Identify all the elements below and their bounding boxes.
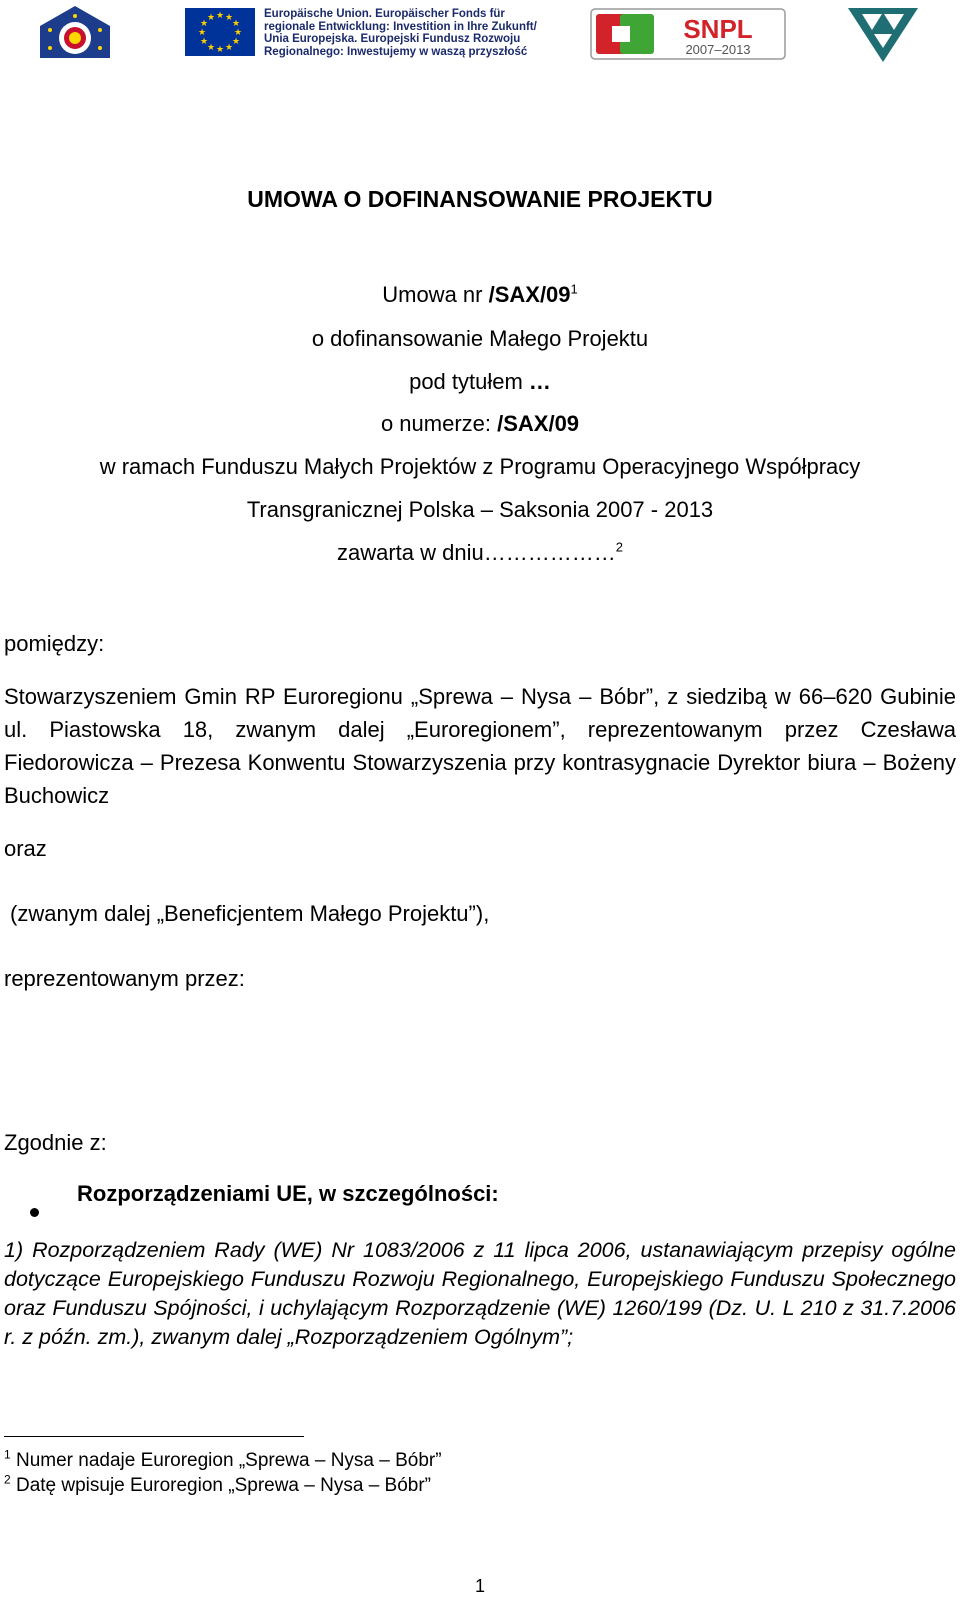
subtitle-line: o dofinansowanie Małego Projektu xyxy=(311,326,649,351)
footnote-2 xyxy=(4,1472,431,1497)
project-number-value: /SAX/09 xyxy=(497,411,580,436)
snpl-text: SNPL xyxy=(683,14,753,44)
regulation-paragraph: 1) Rozporządzeniem Rady (WE) Nr 1083/2006 z 11 lipca 2006, ustanawiającym przepisy ogólne dotyczące Europejskiego Funduszu Rozwoju Regionalnego, Europejskiego Funduszu Społecznego oraz Funduszu Spójności, i uchylającym Rozporządzenie (WE) 1260/199 (Dz. U. L 210 z 31.7.2006 r. z późn. zm.), zwanym dalej „Rozporządzeniem Ogólnym”; xyxy=(4,1238,956,1349)
svg-text:★: ★ xyxy=(197,28,207,38)
snpl-logo xyxy=(590,8,786,60)
svg-text:★: ★ xyxy=(215,45,225,55)
according-to-label: Zgodnie z: xyxy=(4,1130,107,1155)
svg-text:★: ★ xyxy=(224,13,234,23)
bullet-icon xyxy=(30,1208,39,1217)
between-label: pomiędzy: xyxy=(4,631,105,656)
contract-number-value: /SAX/09 xyxy=(488,282,571,307)
eu-text-line: Unia Europejska. Europejski Fundusz Rozwoju xyxy=(264,33,521,45)
document-title: UMOWA O DOFINANSOWANIE PROJEKTU xyxy=(247,186,713,212)
svg-text:★: ★ xyxy=(215,11,225,21)
euroregion-logo xyxy=(36,4,114,60)
contract-number-prefix: Umowa nr xyxy=(382,282,489,307)
project-number-line xyxy=(0,411,960,437)
program-line: w ramach Funduszu Małych Projektów z Programu Operacyjnego Współpracy xyxy=(99,454,861,479)
project-title-value: … xyxy=(528,369,551,394)
arrow-logo-icon xyxy=(848,6,918,64)
svg-text:★: ★ xyxy=(231,19,241,29)
project-title-line xyxy=(0,369,960,395)
footnote-mark: 2 xyxy=(4,1472,11,1487)
eu-fund-text xyxy=(264,8,564,58)
footnote-ref-1: 1 xyxy=(570,281,578,297)
footnote-text: Numer nadaje Euroregion „Sprewa – Nysa – Bóbr” xyxy=(15,1450,442,1471)
date-line xyxy=(0,540,960,566)
footnote-text: Datę wpisuje Euroregion „Sprewa – Nysa – Bóbr” xyxy=(15,1475,431,1496)
footnote-ref-2: 2 xyxy=(615,539,623,555)
contract-number xyxy=(0,282,960,308)
project-number-prefix: o numerze: xyxy=(380,411,498,436)
eu-text-line: Regionalnego: Inwestujemy w waszą przyszłość xyxy=(264,45,528,58)
footnote-1 xyxy=(4,1447,442,1472)
svg-text:★: ★ xyxy=(199,19,209,29)
represented-by-label: reprezentowanym przez: xyxy=(4,966,245,991)
date-text: zawarta w dniu……………… xyxy=(337,540,616,565)
eu-text-line: regionale Entwicklung: Investition in Ihre Zukunft/ xyxy=(264,20,537,33)
party-one-paragraph: Stowarzyszeniem Gmin RP Euroregionu „Sprewa – Nysa – Bóbr”, z siedzibą w 66–620 Gubinie ul. Piastowska 18, zwanym dalej „Euroregionem”, reprezentowanym przez Czesława Fiedorowicza – Prezesa Konwentu Stowarzyszenia przy kontrasygnacie Dyrektor biura – Bożeny Buchowicz xyxy=(4,684,956,808)
regulations-heading: Rozporządzeniami UE, w szczególności: xyxy=(77,1181,499,1206)
eu-text-line: Europäische Union. Europäischer Fonds für xyxy=(264,8,505,20)
page-number: 1 xyxy=(474,1576,485,1596)
beneficiary-line: (zwanym dalej „Beneficjentem Małego Projektu”), xyxy=(10,901,490,926)
footnote-separator xyxy=(4,1436,304,1437)
svg-text:★: ★ xyxy=(206,43,216,53)
program-line: Transgranicznej Polska – Saksonia 2007 - 2013 xyxy=(246,497,714,522)
snpl-years: 2007–2013 xyxy=(685,42,751,57)
eu-flag-icon xyxy=(185,8,255,56)
svg-text:★: ★ xyxy=(199,37,209,47)
footnote-mark: 1 xyxy=(4,1447,11,1462)
svg-text:★: ★ xyxy=(206,13,216,23)
svg-text:★: ★ xyxy=(231,37,241,47)
svg-text:★: ★ xyxy=(233,28,243,38)
project-title-prefix: pod tytułem xyxy=(409,369,529,394)
svg-text:★: ★ xyxy=(224,43,234,53)
and-label: oraz xyxy=(4,836,47,861)
